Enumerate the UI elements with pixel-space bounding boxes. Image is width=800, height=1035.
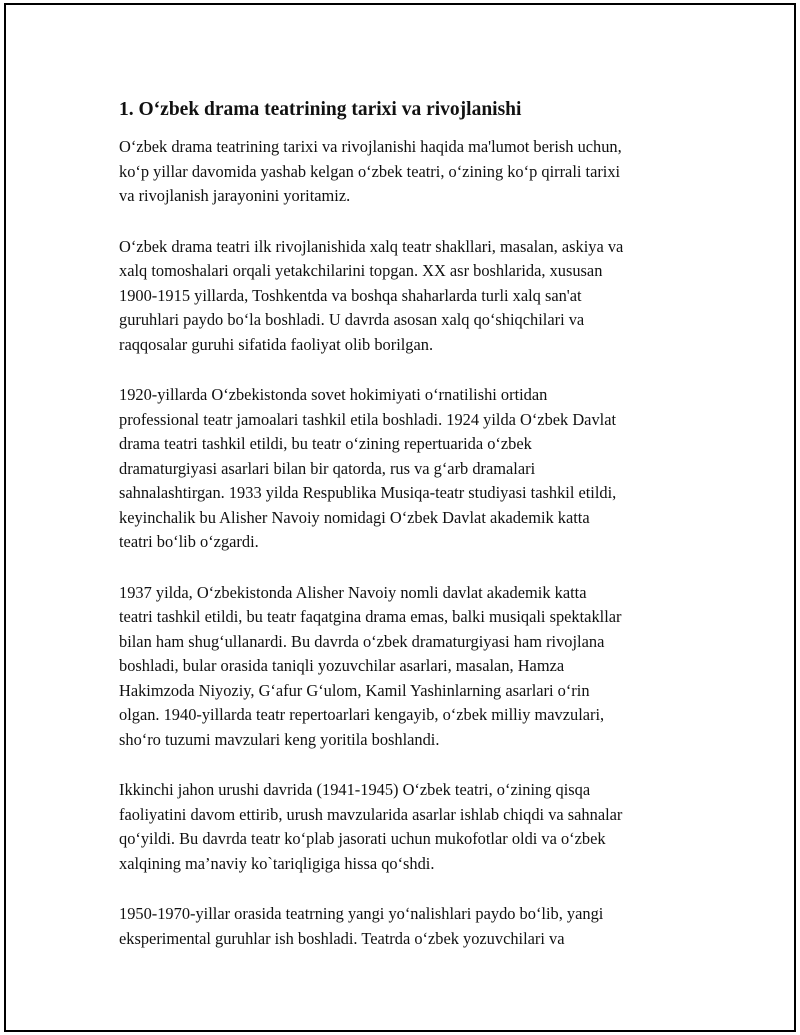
text-line: 1937 yilda, O‘zbekistonda Alisher Navoiy nomli davlat akademik katta xyxy=(119,582,587,602)
text-line: professional teatr jamoalari tashkil etila boshladi. 1924 yilda O‘zbek Davlat xyxy=(119,409,617,429)
paragraph-6 xyxy=(119,902,694,951)
text-line: 1920-yillarda O‘zbekistonda sovet hokimiyati o‘rnatilishi ortidan xyxy=(119,385,548,404)
text-line: guruhlari paydo bo‘la boshladi. U davrda asosan xalq qo‘shiqchilari va xyxy=(119,310,585,329)
paragraph-5 xyxy=(119,778,694,876)
document-body xyxy=(119,97,694,977)
document-page xyxy=(4,3,796,1032)
text-line: teatri tashkil etildi, bu teatr faqatgina drama emas, balki musiqali spektakllar xyxy=(119,607,622,626)
text-line: ko‘p yillar davomida yashab kelgan o‘zbek teatri, o‘zining ko‘p qirrali tarixi xyxy=(119,161,621,181)
text-line: boshladi, bular orasida taniqli yozuvchilar asarlari, masalan, Hamza xyxy=(119,656,565,675)
text-line: xalq tomoshalari orqali yetakchilarini topgan. XX asr boshlarida, xususan xyxy=(119,261,603,280)
text-line: 1950-1970-yillar orasida teatrning yangi yo‘nalishlari paydo bo‘lib, yangi xyxy=(119,904,604,923)
text-line: olgan. 1940-yillarda teatr repertoarlari kengayib, o‘zbek milliy mavzulari, xyxy=(119,705,605,724)
text-line: sahnalashtirgan. 1933 yilda Respublika Musiqa-teatr studiyasi tashkil etildi, xyxy=(119,483,617,502)
section-heading: 1. O‘zbek drama teatrining tarixi va rivojlanishi xyxy=(119,99,522,120)
text-line: bilan ham shug‘ullanardi. Bu davrda o‘zbek dramaturgiyasi ham rivojlana xyxy=(119,631,605,651)
text-line: Hakimzoda Niyoziy, G‘afur G‘ulom, Kamil Yashinlarning asarlari o‘rin xyxy=(119,680,590,700)
text-line: xalqining ma’naviy ko`tariqligiga hissa qo‘shdi. xyxy=(119,853,435,873)
text-line: eksperimental guruhlar ish boshladi. Teatrda o‘zbek yozuvchilari va xyxy=(119,928,565,948)
text-line: faoliyatini davom ettirib, urush mavzularida asarlar ishlab chiqdi va sahnalar xyxy=(119,804,623,824)
text-line: raqqosalar guruhi sifatida faoliyat olib borilgan. xyxy=(119,334,434,354)
text-line: 1900-1915 yillarda, Toshkentda va boshqa shaharlarda turli xalq san'at xyxy=(119,285,582,305)
text-line: keyinchalik bu Alisher Navoiy nomidagi O‘zbek Davlat akademik katta xyxy=(119,507,590,527)
paragraph-4 xyxy=(119,581,694,753)
text-line: dramaturgiyasi asarlari bilan bir qatorda, rus va g‘arb dramalari xyxy=(119,458,536,478)
text-line: Ikkinchi jahon urushi davrida (1941-1945) O‘zbek teatri, o‘zining qisqa xyxy=(119,780,591,799)
paragraph-3 xyxy=(119,383,694,555)
paragraph-2 xyxy=(119,235,694,358)
text-line: O‘zbek drama teatrining tarixi va rivojlanishi haqida ma'lumot berish uchun, xyxy=(119,137,622,156)
paragraph-1 xyxy=(119,135,694,209)
text-line: O‘zbek drama teatri ilk rivojlanishida xalq teatr shakllari, masalan, askiya va xyxy=(119,236,624,256)
text-line: teatri bo‘lib o‘zgardi. xyxy=(119,532,259,551)
text-line: qo‘yildi. Bu davrda teatr ko‘plab jasorati uchun mukofotlar oldi va o‘zbek xyxy=(119,829,606,848)
text-line: drama teatri tashkil etildi, bu teatr o‘zining repertuarida o‘zbek xyxy=(119,434,532,453)
text-line: sho‘ro tuzumi mavzulari keng yoritila boshlandi. xyxy=(119,729,440,749)
text-line: va rivojlanish jarayonini yoritamiz. xyxy=(119,186,351,205)
